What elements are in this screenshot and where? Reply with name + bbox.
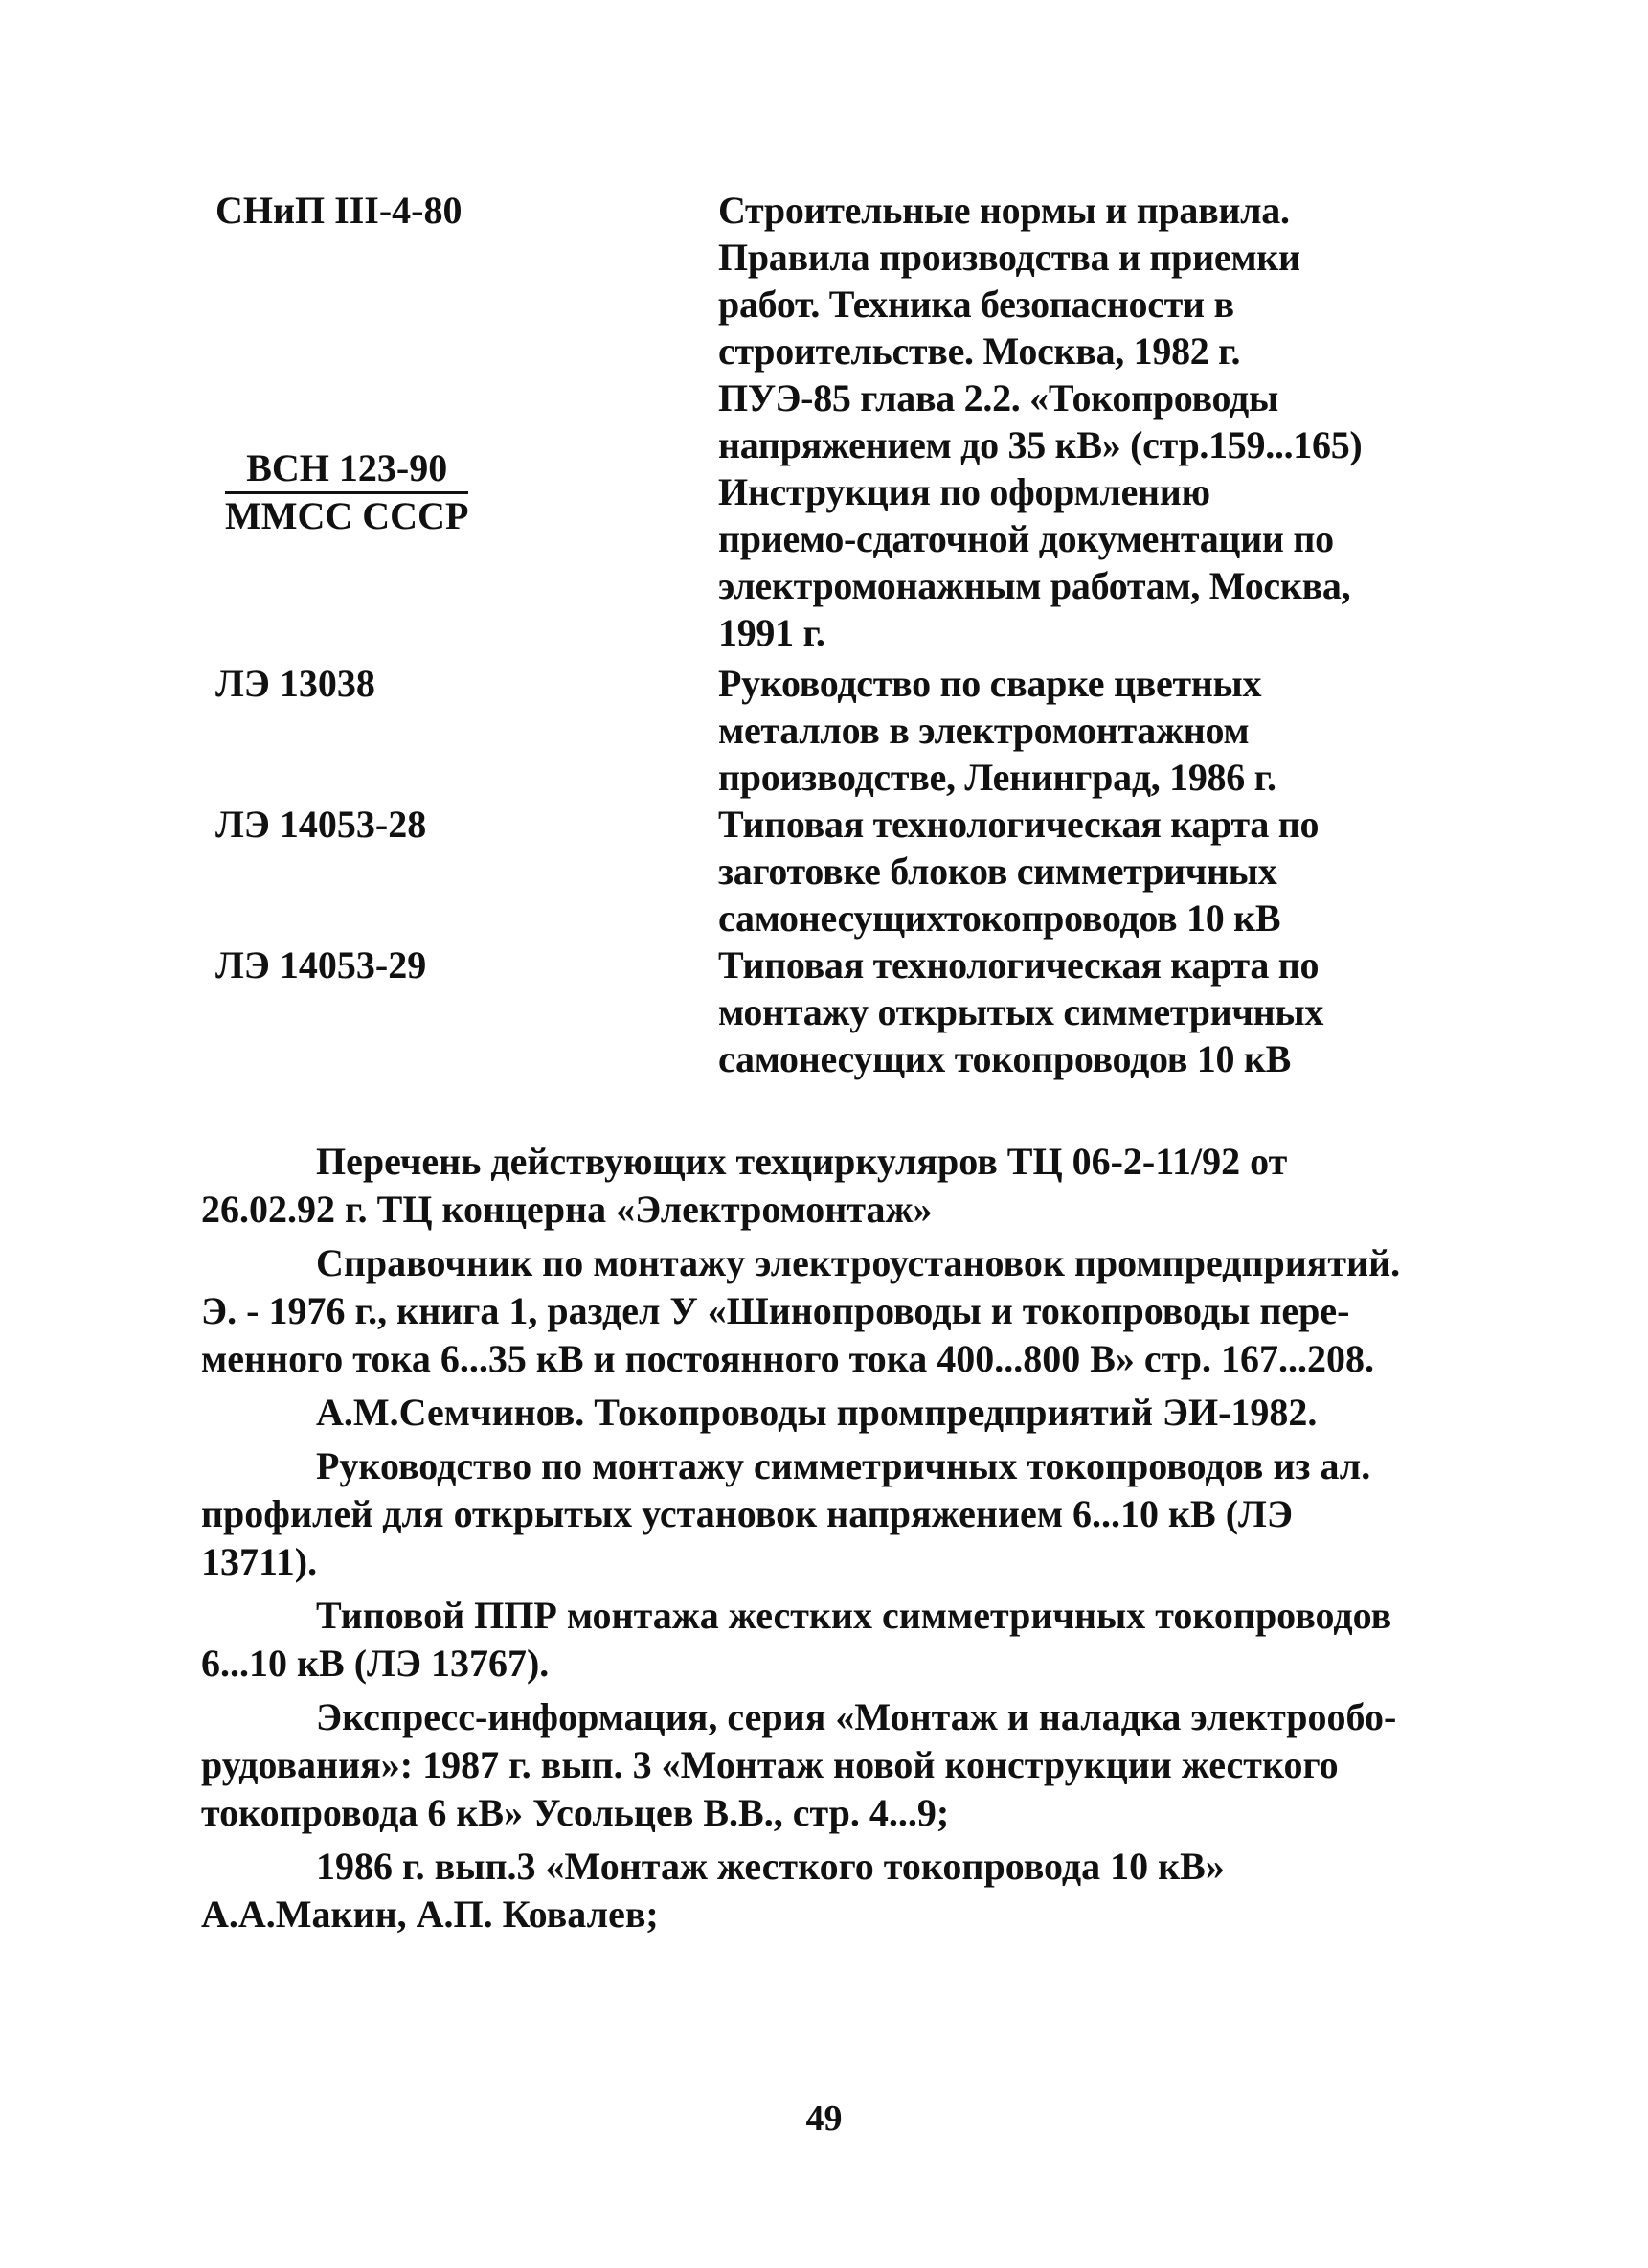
paragraph xyxy=(201,1843,1465,1939)
paragraph-line: 6...10 кВ (ЛЭ 13767). xyxy=(201,1642,550,1685)
paragraph-line: Э. - 1976 г., книга 1, раздел У «Шинопроводы и токопроводы пере- xyxy=(201,1289,1350,1332)
paragraph-line: профилей для открытых установок напряжением 6...10 кВ (ЛЭ xyxy=(201,1492,1293,1535)
reference-line: Руководство по сварке цветных xyxy=(718,662,1262,705)
paragraph-line: токопровода 6 кВ» Усольцев В.В., стр. 4...9; xyxy=(201,1791,950,1834)
paragraph-line: Экспресс-информация, серия «Монтаж и наладка электрообо- xyxy=(316,1695,1397,1738)
reference-line: ПУЭ-85 глава 2.2. «Токопроводы xyxy=(718,376,1278,420)
reference-line: приемо-сдаточной документации по xyxy=(718,517,1334,560)
reference-description xyxy=(718,468,1408,656)
paragraph xyxy=(201,1389,1465,1437)
references-list xyxy=(215,187,1489,1082)
paragraph-line: Перечень действующих техциркуляров ТЦ 06-2-11/92 от xyxy=(316,1140,1288,1183)
reference-line: производстве, Ленинград, 1986 г. xyxy=(718,756,1276,799)
reference-line: напряжением до 35 кВ» (стр.159...165) xyxy=(718,423,1363,466)
paragraph-line: А.А.Макин, А.П. Ковалев; xyxy=(201,1893,659,1936)
reference-code: ЛЭ 14053-29 xyxy=(215,943,427,987)
reference-code-denominator: ММСС СССР xyxy=(225,494,469,537)
reference-line: самонесущих токопроводов 10 кВ xyxy=(718,1037,1291,1080)
paragraph-line: 26.02.92 г. ТЦ концерна «Электромонтаж» xyxy=(201,1188,933,1231)
reference-line: электромонажным работам, Москва, xyxy=(718,564,1351,607)
paragraph xyxy=(201,1693,1465,1837)
reference-code: СНиП III-4-80 xyxy=(215,189,463,232)
paragraph-line: Руководство по монтажу симметричных токопроводов из ал. xyxy=(316,1444,1371,1487)
paragraph-line: менного тока 6...35 кВ и постоянного тока 400...800 В» стр. 167...208. xyxy=(201,1337,1375,1380)
reference-line: заготовке блоков симметричных xyxy=(718,850,1277,893)
paragraph-line: Типовой ППР монтажа жестких симметричных токопроводов xyxy=(316,1594,1392,1637)
paragraph-line: 1986 г. вып.3 «Монтаж жесткого токопровода 10 кВ» xyxy=(316,1845,1225,1888)
reference-line: самонесущихтокопроводов 10 кВ xyxy=(718,896,1281,940)
reference-line: Инструкция по оформлению xyxy=(718,470,1210,513)
paragraph xyxy=(201,1138,1465,1234)
paragraph xyxy=(201,1442,1465,1586)
reference-line: строительстве. Москва, 1982 г. xyxy=(718,329,1241,373)
reference-code: ЛЭ 14053-28 xyxy=(215,803,427,846)
page-number: 49 xyxy=(805,2098,843,2139)
reference-description xyxy=(718,801,1408,941)
reference-code-numerator: ВСН 123-90 xyxy=(225,445,468,494)
reference-line: монтажу открытых симметричных xyxy=(718,990,1324,1033)
reference-line: Строительные нормы и правила. xyxy=(718,189,1290,232)
reference-entry xyxy=(215,941,1489,1082)
reference-description xyxy=(718,941,1408,1082)
paragraph-line: Справочник по монтажу электроустановок промпредприятий. xyxy=(316,1241,1401,1284)
reference-line: Правила производства и приемки xyxy=(718,236,1300,279)
paragraph xyxy=(201,1592,1465,1688)
reference-description xyxy=(718,187,1408,468)
paragraph-line: А.М.Семчинов. Токопроводы промпредприятий ЭИ-1982. xyxy=(316,1391,1318,1434)
reference-entry xyxy=(215,660,1489,801)
reference-line: Типовая технологическая карта по xyxy=(718,943,1320,987)
literature-paragraphs xyxy=(201,1138,1465,1944)
reference-line: Типовая технологическая карта по xyxy=(718,803,1320,846)
paragraph xyxy=(201,1239,1465,1383)
paragraph-line: рудования»: 1987 г. вып. 3 «Монтаж новой конструкции жесткого xyxy=(201,1743,1339,1786)
reference-line: металлов в электромонтажном xyxy=(718,709,1250,752)
reference-line: 1991 г. xyxy=(718,611,825,654)
paragraph-line: 13711). xyxy=(201,1540,318,1583)
reference-description xyxy=(718,660,1408,801)
reference-entry xyxy=(215,801,1489,941)
reference-code: ЛЭ 13038 xyxy=(215,662,375,705)
reference-line: работ. Техника безопасности в xyxy=(718,283,1234,326)
reference-code-fraction xyxy=(215,419,718,539)
